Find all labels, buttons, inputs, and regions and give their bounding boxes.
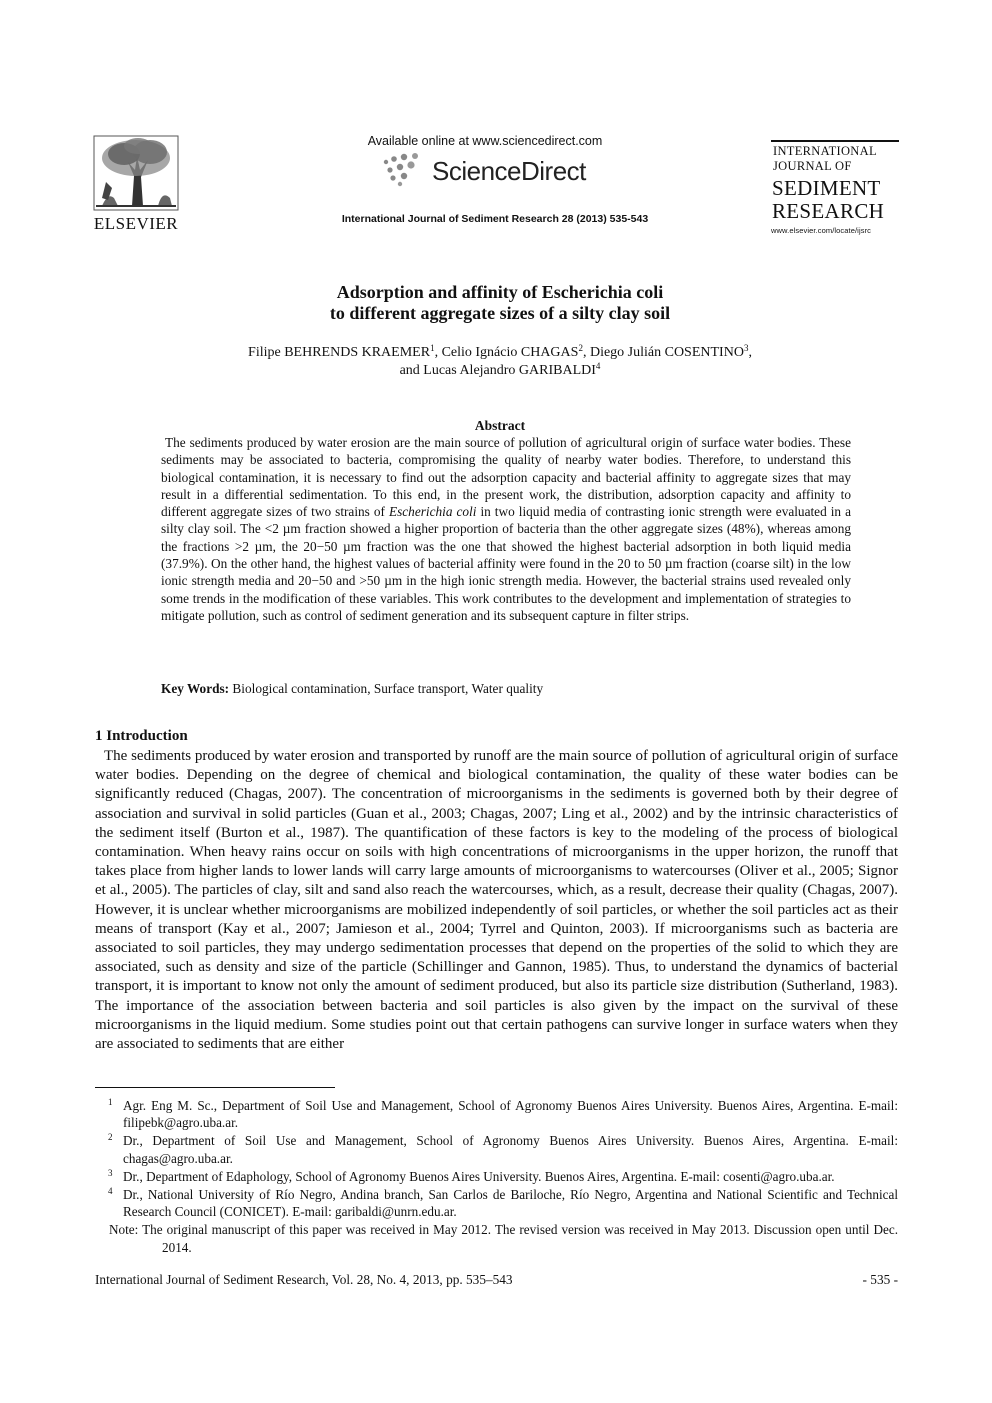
manuscript-note: Note: The original manuscript of this paper was received in May 2012. The revised version was received in May 2013. Discussion open until Dec. 2014. — [109, 1222, 898, 1255]
keywords-list: Biological contamination, Surface transport, Water quality — [232, 681, 544, 696]
author-mark: 2 — [578, 343, 583, 353]
introduction-body: The sediments produced by water erosion and transported by runoff are the main source of pollution of agricultural origin of surface water bodies. Depending on the degree of chemical and biological contamination, the quality of these water bodies can be significantly reduced (Chagas, 2007). The concentration of microorganisms in the sediments is governed both by their degree of association and survival in solid particles (Guan et al., 2003; Chagas, 2007; Ling et al., 2002) and by the intrinsic characteristics of the sediment itself (Burton et al., 1987). The quantification of these factors is key to the modeling of the process of biological contamination. When heavy rains occur on soils with high concentrations of microorganisms in the upper horizon, the runoff that takes place from higher lands to lower lands will carry large amounts of microorganisms to watercourses (Oliver et al., 2005; Signor et al., 2005). The particles of clay, silt and sand also reach the watercourses, which, as a result, decrease their quality (Chagas, 2007). However, it is unclear whether microorganisms are mobilized independently of soil particles, or whether the soil particles act as their means of transport (Kay et al., 2007; Jamieson et al., 2004; Tyrrel and Quinton, 2003). If microorganisms such as bacteria are associated to soil particles, they may undergo sedimentation processes that depend on the properties of the solid to which they are associated, such as density and size of the particle (Schillinger and Gannon, 1985). Thus, to understand the dynamics of bacterial transport, it is important to know not only the amount of sediment produced, but also its particle size distribution (Sutherland, 1983). The importance of the association between bacteria and soil particles is also given by the impact on the survival of these microorganisms in the liquid medium. Some studies point out that certain pathogens can survive longer in surface waters when they are associated to sediments that are either — [95, 748, 898, 1053]
footnote — [95, 1132, 898, 1166]
available-online-text: Available online at www.sciencedirect.com — [367, 134, 603, 148]
keywords-label: Key Words: — [161, 681, 230, 696]
journal-logo-line: JOURNAL OF — [773, 159, 852, 173]
footnote — [95, 1168, 898, 1185]
sciencedirect-logo — [380, 150, 600, 190]
journal-logo-line: INTERNATIONAL — [773, 144, 877, 158]
journal-citation: International Journal of Sediment Research 28 (2013) 535-543 — [341, 213, 649, 225]
author-list — [150, 344, 850, 380]
author-name: and Lucas Alejandro GARIBALDI — [399, 363, 596, 378]
journal-logo-line: RESEARCH — [772, 199, 885, 223]
footnote-number: 3 — [108, 1167, 113, 1178]
organism-name: Escherichia coli — [388, 504, 477, 520]
author-name: Filipe BEHRENDS KRAEMER — [248, 345, 431, 360]
footnote-text: Dr., Department of Soil Use and Management, School of Agronomy Buenos Aires University. Buenos Aires, Argentina. E-mail: chagas@agro.uba.ar. — [123, 1133, 898, 1166]
author — [442, 345, 590, 360]
author-mark: 1 — [430, 343, 435, 353]
footnote-text: Dr., National University of Río Negro, Andina branch, San Carlos de Bariloche, Río Negro, Argentina and National Scientific and Technical Research Council (CONICET). E-mail: garibaldi@unrn.edu.ar. — [123, 1187, 898, 1220]
author — [590, 345, 752, 360]
abstract-text: in two liquid media of contrasting ionic strength were evaluated in a silty clay soil. The <2 µm fraction showed a higher proportion of bacteria than the other aggregate sizes (48%), whereas among the fractions >2 µm, the 20−50 µm fraction was the one that showed the highest bacterial adsorption in both liquid media (37.9%). On the other hand, the highest values of bacterial affinity were found in the 20 to 50 µm fraction (coarse silt) in the low ionic strength media and 20−50 and >50 µm in the high ionic strength media. However, the bacterial strains used revealed only some trends in the modification of these variables. This work contributes to the development and implementation of strategies to mitigate pollution, such as control of sediment generation and its subsequent capture in filter strips. — [161, 504, 851, 623]
publisher-name: ELSEVIER — [93, 214, 179, 233]
journal-logo-rule — [771, 140, 899, 142]
abstract-heading: Abstract — [474, 418, 526, 433]
article-title-line: to different aggregate sizes of a silty clay soil — [329, 303, 671, 323]
footnote-number: 1 — [108, 1097, 113, 1107]
footnote-number: 2 — [108, 1132, 113, 1143]
footnotes — [95, 1097, 898, 1256]
abstract-text: The sediments produced by water erosion are the main source of pollution of agricultural origin of surface water bodies. These sediments may be associated to bacteria, compromising the quality of nearby water bodies. Therefore, to understand this biological contamination, it is necessary to find out the adsorption capacity and bacterial affinity to aggregate sizes that may result in a differential sedimentation. To this end, in the present work, the distribution, adsorption capacity and affinity to different aggregate sizes of two strains of — [161, 435, 852, 520]
journal-logo-line: SEDIMENT — [772, 176, 881, 200]
article-title — [150, 282, 850, 324]
section-heading: 1 Introduction — [95, 728, 188, 744]
elsevier-logo — [88, 132, 184, 236]
author-mark: 3 — [743, 343, 749, 353]
author — [248, 345, 442, 360]
author — [400, 363, 601, 378]
footer-journal: International Journal of Sediment Research, Vol. 28, No. 4, 2013, pp. 535–543 — [95, 1272, 513, 1287]
sciencedirect-dots-icon — [380, 150, 430, 188]
footnote-text: Agr. Eng M. Sc., Department of Soil Use and Management, School of Agronomy Buenos Aires University. Buenos Aires, Argentina. E-mail: filipebk@agro.uba.ar. — [123, 1098, 898, 1131]
footnote-number: 4 — [108, 1186, 113, 1197]
footnote-text: Dr., Department of Edaphology, School of Agronomy Buenos Aires University. Buenos Aires, Argentina. E-mail: cosenti@agro.uba.ar. — [123, 1168, 835, 1184]
author-separator: , — [582, 345, 590, 360]
author-separator: , — [434, 345, 442, 360]
journal-logo-url: www.elsevier.com/locate/ijsrc — [771, 226, 872, 235]
abstract-body — [161, 434, 851, 624]
author-mark: 4 — [595, 361, 601, 371]
sciencedirect-wordmark: ScienceDirect — [432, 156, 586, 186]
footnote-rule — [95, 1087, 335, 1088]
article-title-line: Adsorption and affinity of Escherichia coli — [336, 282, 664, 302]
journal-logo — [771, 140, 899, 238]
author-name: Diego Julián COSENTINO — [589, 345, 744, 360]
author-separator: , — [748, 345, 752, 360]
page-number: - 535 - — [862, 1272, 898, 1287]
footnote — [95, 1097, 898, 1131]
elsevier-tree-icon — [88, 132, 184, 214]
author-name: Celio Ignácio CHAGAS — [441, 345, 579, 360]
footnote — [95, 1186, 898, 1220]
keywords — [161, 681, 851, 697]
